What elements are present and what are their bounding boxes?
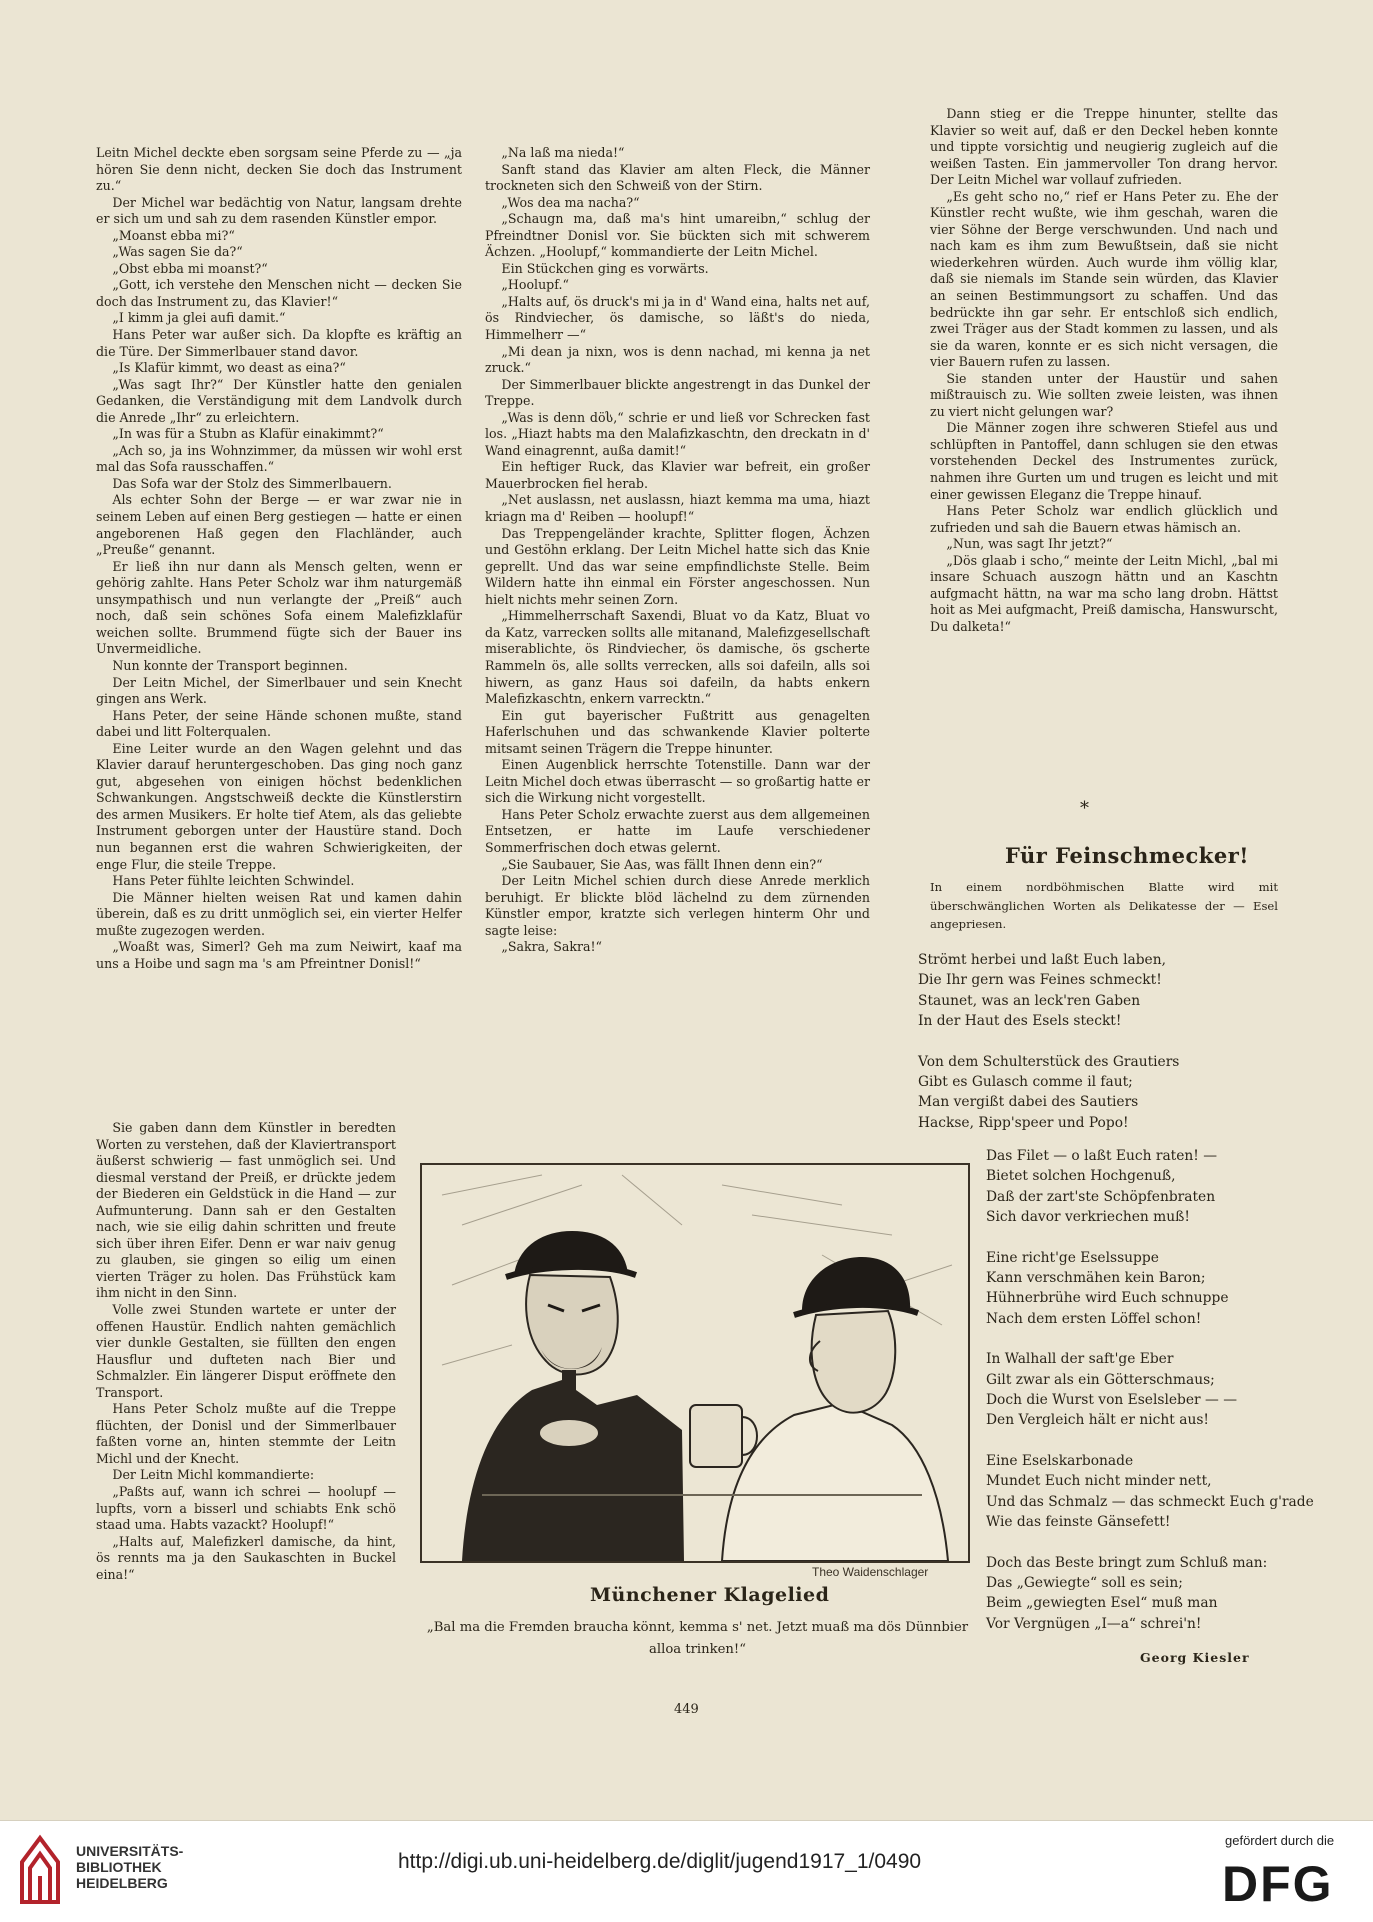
story-paragraph: Hans Peter Scholz mußte auf die Treppe flüchten, der Donisl und der Simmerlbauer faßten vorne an, hinten stemmte der Leitn Michl und der Knecht. [96,1401,396,1466]
story-paragraph: „I kimm ja glei aufi damit.“ [112,310,286,326]
library-name-line-1: UNIVERSITÄTS- [76,1843,184,1859]
story-paragraph: Leitn Michel deckte eben sorgsam seine Pferde zu — „ja hören Sie denn nicht, decken Sie doch das Instrument zu.“ [96,145,462,194]
poem-line: Man vergißt dabei des Sautiers [918,1094,1139,1111]
story-paragraph: „Was sagen Sie da?“ [112,244,243,260]
poem-line: Bietet solchen Hochgenuß, [986,1168,1176,1185]
story-paragraph: Der Leitn Michl kommandierte: [112,1467,315,1483]
story-paragraph: Ein heftiger Ruck, das Klavier war befreit, ein großer Mauerbrocken fiel herab. [485,459,870,491]
poem-line: Das „Gewiegte“ soll es sein; [986,1574,1183,1591]
poem-stanza [986,1349,1314,1431]
story-paragraph: „Hoolupf.“ [501,277,569,293]
story-paragraph: Der Leitn Michel schien durch diese Anrede merklich beruhigt. Er blickte blöd lächelnd zu dem zürnenden Künstler empor, kratzte sich verlegen hinterm Ohr und sagte leise: [485,873,870,938]
poem-stanza [918,950,1179,1032]
story-paragraph: „Nun, was sagt Ihr jetzt?“ [946,536,1113,552]
poem-line: Eine Eselskarbonade [986,1452,1134,1469]
story-paragraph: „Sie Saubauer, Sie Aas, was fällt Ihnen denn ein?“ [501,856,823,872]
poem-stanza [986,1553,1314,1635]
permalink-url[interactable]: http://digi.ub.uni-heidelberg.de/diglit/jugend1917_1/0490 [398,1850,922,1873]
story-paragraph: „Is Klafür kimmt, wo deast as eina?“ [112,360,346,376]
poem-line: Gilt zwar als ein Götterschmaus; [986,1371,1215,1388]
story-paragraph: Ein gut bayerischer Fußtritt aus genagelten Haferlschuhen und das schwankende Klavier polterte mitsamt seinen Trägern die Treppe hinunter. [485,707,870,756]
story-paragraph: Sie standen unter der Haustür und sahen mißtrauisch zu. Wie sollten zweie leisten, was ihnen zu viert nicht gelungen war? [930,370,1278,419]
poem-line: Strömt herbei und laßt Euch laben, [918,952,1166,968]
story-paragraph: „Sakra, Sakra!“ [501,939,602,955]
poem-stanza [918,1052,1179,1134]
poem-line: In Walhall der saft'ge Eber [986,1351,1174,1368]
story-paragraph: Ein Stückchen ging es vorwärts. [501,260,709,276]
story-paragraph: Er ließ ihn nur dann als Mensch gelten, wenn er gehörig zahlte. Hans Peter Scholz war ihm naturgemäß unsympathisch und nun verlangte der „Preiß“ auch noch, daß sein schönes Sofa einem Malefizklafür weichen sollte. Brummend fügte sich der Bauer ins Unvermeidliche. [96,558,462,657]
story-paragraph: „Himmelherrschaft Saxendi, Bluat vo da Katz, Bluat vo da Katz, varrecken sollts alle mitanand, Malefizgesellschaft miserablichte, ös Rindviecher, ös damische, ös gscherte Rammeln ös, alle sollts verrecken, alls soi dafeiln, alls soi hiwern, as ganz Haus soi dafeiln, da habts enkern Malefizkaschtn, enkern varrecktn.“ [485,608,870,707]
story-column-3 [930,106,1278,636]
story-paragraph: „Moanst ebba mi?“ [112,227,235,243]
story-column-1-continued [96,1120,396,1583]
poem-line: Doch das Beste bringt zum Schluß man: [986,1554,1268,1571]
funding-note: gefördert durch die [1225,1833,1335,1848]
story-paragraph: Eine Leiter wurde an den Wagen gelehnt und das Klavier darauf heruntergeschoben. Das ging noch ganz gut, abgesehen von einigen höchst bedenklichen Schwankungen. Angstschweiß deckte die Künstlerstirn des armen Musikers. Er holte tief Atem, als das geliebte Instrument geborgen unter der Haustüre stand. Doch nun begannen erst die wahren Schwierigkeiten, der enge Flur, die steile Treppe. [96,740,462,872]
poem-line: Kann verschmähen kein Baron; [986,1270,1206,1287]
story-paragraph: Hans Peter Scholz erwachte zuerst aus dem allgemeinen Entsetzen, er hatte im Laufe verschiedener Sommerfrischen doch etwas gelernt. [485,806,870,855]
poem-author: Georg Kiesler [1140,1650,1250,1665]
library-name [76,1843,183,1891]
dfg-logo: DFG [1222,1856,1334,1912]
story-paragraph: Sanft stand das Klavier am alten Fleck, die Männer trockneten sich den Schweiß von der Stirn. [485,161,870,194]
cartoon-caption: „Bal ma die Fremden braucha könnt, kemma s' net. Jetzt muaß ma dös Dünnbier alloa trinken!“ [426,1620,969,1657]
poem-line: Und das Schmalz — das schmeckt Euch g'rade [986,1493,1314,1510]
story-paragraph: Das Treppengeländer krachte, Splitter flogen, Ächzen und Gestöhn erklang. Der Leitn Michel hatte sich das Knie geprellt. Und das war seine empfindlichste Stelle. Beim Wildern hatte ihn einmal ein Förster angeschossen. Nun hielt nichts mehr seinen Zorn. [485,525,870,607]
poem-line: Wie das feinste Gänsefett! [986,1514,1171,1531]
page-number: 449 [674,1702,699,1717]
story-paragraph: „Es geht scho no,“ rief er Hans Peter zu. Ehe der Künstler recht wußte, wie ihm geschah, waren die vier Söhne der Berge verschwunden. Und nach und nach kam es ihm zum Bewußtsein, daß sie nicht wiederkehren würden. Auch wurde ihm völlig klar, daß sie niemals im Stande sein würden, das Klavier an seinen Bestimmungsort zu schaffen. Und das bedrückte ihn gar sehr. Er entschloß sich endlich, zwei Träger aus der Stadt kommen zu lassen, und als sie da waren, konnte er es sich nicht versagen, die vier Bauern rufen zu lassen. [930,188,1278,370]
poem-line: Beim „gewiegten Esel“ muß man [986,1595,1218,1612]
story-paragraph: Sie gaben dann dem Künstler in beredten Worten zu verstehen, daß der Klaviertransport äußerst schwierig — fast unmöglich sei. Und diesmal verstand der Preiß, er drückte jedem der Biederen ein Geldstück in die Hand — zur Aufmunterung. Dann sah er den Gestalten nach, wie sie eilig dahin schritten und freute sich über ihren Eifer. Denn er war naiv genug zu glauben, sie gingen so eilig um einen vierten Träger zu holen. Das Frühstück kam ihm nicht in den Sinn. [96,1120,396,1301]
story-paragraph: Der Michel war bedächtig von Natur, langsam drehte er sich um und sah zu dem rasenden Künstler empor. [96,194,462,227]
story-paragraph: Die Männer zogen ihre schweren Stiefel aus und schlüpften in Pantoffel, dann schlugen sie den etwas vorstehenden Deckel des Instrumentes zurück, nahmen ihre Gurten um und trugen es leicht und mit einer gewissen Eleganz die Treppe hinauf. [930,420,1278,502]
cartoon-title: Münchener Klagelied [590,1584,830,1606]
story-column-2 [485,145,870,956]
story-paragraph: „Was is denn döს,“ schrie er und ließ vor Schrecken fast los. „Hiazt habts ma den Malafizkaschtn, den dreckatn in d' Wand einagrennt, außa damit!“ [485,409,870,458]
story-paragraph: Der Leitn Michel, der Simerlbauer und sein Knecht gingen ans Werk. [96,674,462,707]
story-paragraph: Der Simmerlbauer blickte angestrengt in das Dunkel der Treppe. [485,376,870,409]
story-paragraph: Hans Peter Scholz war endlich glücklich und zufrieden und sah die Bauern etwas hämisch an. [930,503,1278,535]
poem-stanza [986,1451,1314,1533]
story-paragraph: „Woaßt was, Simerl? Geh ma zum Neiwirt, kaaf ma uns a Hoibe und sagn ma 's am Pfreintner Donisl!“ [96,939,462,971]
cartoon-drawing [422,1165,968,1561]
story-paragraph: „Net auslassn, net auslassn, hiazt kemma ma uma, hiazt kriagn ma d' Reiben — hoolupf!“ [485,492,870,525]
poem-line: Staunet, was an leck'ren Gaben [918,992,1141,1009]
poem-line: Von dem Schulterstück des Grautiers [918,1053,1180,1070]
poem-stanzas-upper [918,950,1179,1153]
poem-line: Den Vergleich hält er nicht aus! [986,1412,1209,1429]
poem-stanza [986,1248,1314,1330]
poem-stanzas-lower [986,1146,1314,1654]
section-separator: * [1080,798,1089,819]
story-paragraph: „Obst ebba mi moanst?“ [112,260,268,276]
poem-line: Die Ihr gern was Feines schmeckt! [918,972,1162,989]
poem-title: Für Feinschmecker! [1005,843,1249,868]
cartoon-artist-signature: Theo Waidenschlager [812,1565,929,1579]
story-paragraph: „Dös glaab i scho,“ meinte der Leitn Michl, „bal mi insare Schuach auszogn hättn und an Kaschtn aufgmacht hättn, na war ma scho lang drobn. Hättst hoit as Mei aufgmacht, Preiß damischa, Hanswurscht, Du dalketa!“ [930,552,1278,634]
poem-line: Gibt es Gulasch comme il faut; [918,1074,1133,1091]
poem-line: Sich davor verkriechen muß! [986,1209,1190,1226]
poem-line: Nach dem ersten Löffel schon! [986,1310,1202,1327]
story-paragraph: Als echter Sohn der Berge — er war zwar nie in seinem Leben auf einen Berg gestiegen — hatte er einen angeborenen Haß gegen den Flachländer, auch „Preuße“ genannt. [96,492,462,558]
poem-line: Hackse, Ripp'speer und Popo! [918,1114,1129,1131]
story-paragraph: „Na laß ma nieda!“ [501,145,625,160]
poem-line: In der Haut des Esels steckt! [918,1013,1122,1030]
poem-line: Das Filet — o laßt Euch raten! — [986,1148,1218,1164]
story-paragraph: „Ach so, ja ins Wohnzimmer, da müssen wir wohl erst mal das Sofa rausschaffen.“ [96,442,462,475]
story-column-1 [96,145,462,972]
story-paragraph: Hans Peter fühlte leichten Schwindel. [112,873,355,889]
story-paragraph: „Was sagt Ihr?“ Der Künstler hatte den genialen Gedanken, die Verständigung mit dem Landvolk durch die Anrede „Ihr“ zu erleichtern. [96,376,462,425]
story-paragraph: Volle zwei Stunden wartete er unter der offenen Haustür. Endlich nahten gemächlich vier dunkle Gestalten, sie füllten den engen Hausflur und dufteten nach Bier und Schmalzler. Ein längerer Disput eröffnete den Transport. [96,1302,396,1400]
story-paragraph: Die Männer hielten weisen Rat und kamen dahin überein, daß es zu dritt unmöglich sei, ein vierter Helfer mußte zugezogen werden. [96,889,462,938]
library-logo-icon [16,1832,64,1904]
poem-line: Eine richt'ge Eselssuppe [986,1249,1159,1266]
story-paragraph: Einen Augenblick herrschte Totenstille. Dann war der Leitn Michel doch etwas überrascht — so großartig hatte er sich die Wirkung nicht vorgestellt. [485,757,870,806]
poem-intro: In einem nordböhmischen Blatte wird mit überschwänglichen Worten als Delikatesse der — Esel angepriesen. [930,880,1278,932]
story-paragraph: „Paßts auf, wann ich schrei — hoolupf — lupfts, vorn a bisserl und schiabts Enk schö staad uma. Habts vazackt? Hoolupf!“ [96,1484,396,1533]
story-paragraph: Hans Peter war außer sich. Da klopfte es kräftig an die Türe. Der Simmerlbauer stand davor. [96,327,462,359]
story-paragraph: Nun konnte der Transport beginnen. [112,657,348,673]
story-paragraph: „Wos dea ma nacha?“ [501,194,640,210]
story-paragraph: „In was für a Stubn as Klafür einakimmt?“ [112,426,384,442]
cartoon-illustration [420,1163,970,1563]
poem-line: Hühnerbrühe wird Euch schnuppe [986,1290,1229,1307]
story-paragraph: „Gott, ich verstehe den Menschen nicht — decken Sie doch das Instrument zu, das Klavier!“ [96,277,462,309]
story-paragraph: Dann stieg er die Treppe hinunter, stellte das Klavier so weit auf, daß er den Deckel heben konnte und tippte vorsichtig und neugierig zugleich auf die weißen Tasten. Ein jammervoller Ton drang hervor. Der Leitn Michel war vollauf zufrieden. [930,106,1278,188]
poem-stanza [986,1146,1314,1228]
poem-line: Vor Vergnügen „I—a“ schrei'n! [986,1615,1202,1632]
story-paragraph: „Mi dean ja nixn, wos is denn nachad, mi kenna ja net zruck.“ [485,343,870,376]
library-name-line-2: BIBLIOTHEK [76,1859,162,1875]
story-paragraph: Das Sofa war der Stolz des Simmerlbauern. [112,475,392,491]
story-paragraph: „Halts auf, Malefizkerl damische, da hint, ös rennts ma ja den Saukaschten in Buckel eina!“ [96,1533,396,1582]
story-paragraph: „Schaugn ma, daß ma's hint umareibn,“ schlug der Pfreindtner Donisl vor. Sie bückten sich mit schwerem Ächzen. „Hoolupf,“ kommandierte der Leitn Michel. [485,211,870,260]
library-name-line-3: HEIDELBERG [76,1875,168,1891]
story-paragraph: „Halts auf, ös druck's mi ja in d' Wand eina, halts net auf, ös Rindviecher, ös damische, so läßt's do nieda, Himmelherr —“ [485,293,870,343]
poem-line: Daß der zart'ste Schöpfenbraten [986,1188,1216,1205]
poem-line: Mundet Euch nicht minder nett, [986,1473,1212,1490]
story-paragraph: Hans Peter, der seine Hände schonen mußte, stand dabei und litt Folterqualen. [96,707,462,740]
poem-line: Doch die Wurst von Eselsleber — — [986,1392,1237,1409]
